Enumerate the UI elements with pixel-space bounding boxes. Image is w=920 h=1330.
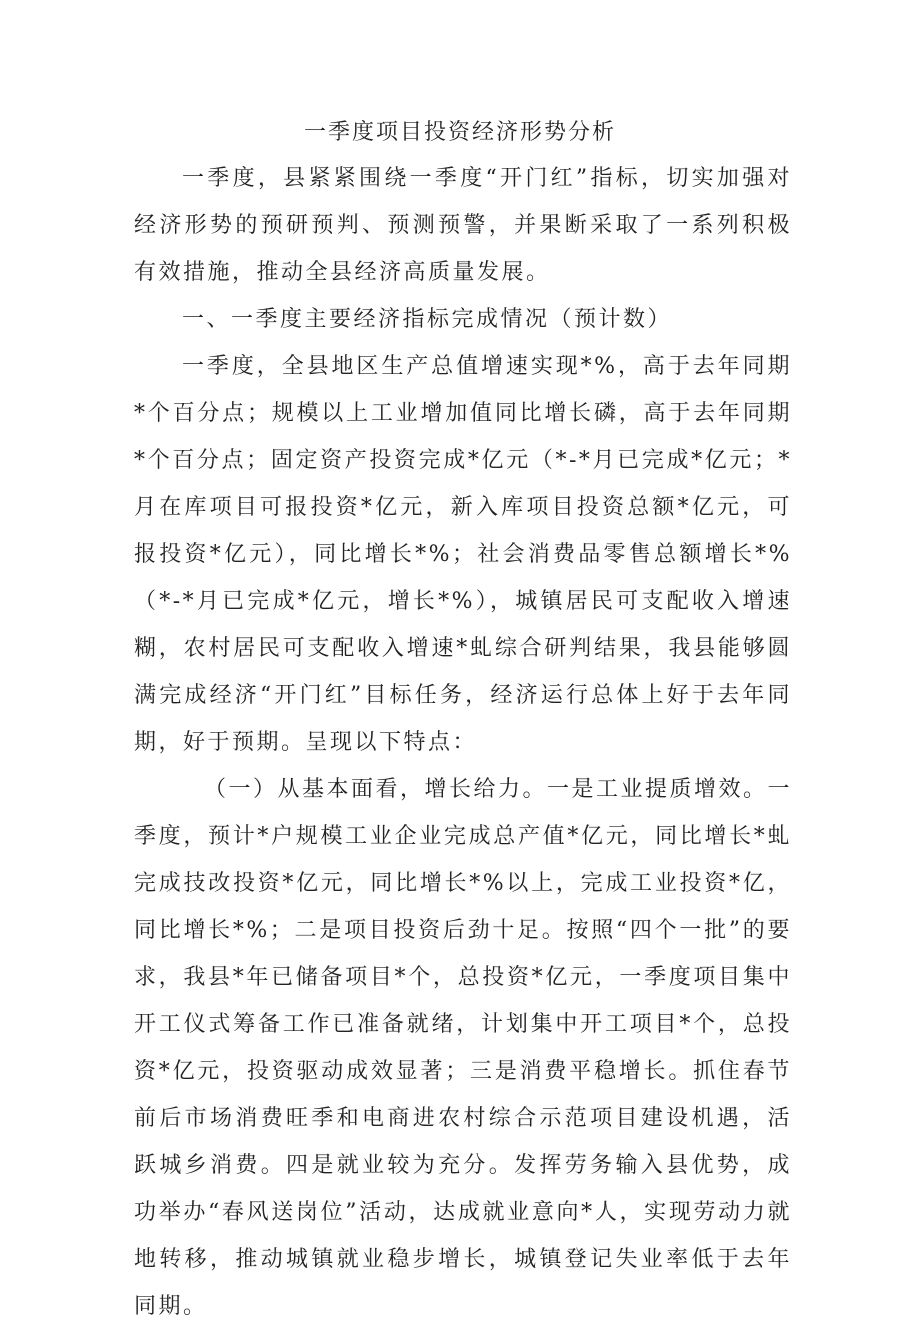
- section-heading-1: 一、一季度主要经济指标完成情况（预计数）: [182, 307, 673, 332]
- paragraph-intro: 一季度，县紧紧围绕一季度“开门红”指标，切实加强对经济形势的预研预判、预测预警，并果断采取了一系列积极有效措施，推动全县经济高质量发展。: [134, 166, 792, 285]
- paragraph-subsection-1: （一）从基本面看，增长给力。一是工业提质增效。一季度，预计*户规模工业企业完成总产值*亿元，同比增长*虬完成技改投资*亿元，同比增长*%以上，完成工业投资*亿，同比增长*%；二是项目投资后劲十足。按照“四个一批”的要求，我县*年已储备项目*个，总投资*亿元，一季度项目集中开工仪式筹备工作已准备就绪，计划集中开工项目*个，总投资*亿元，投资驱动成效显著；三是消费平稳增长。抓住春节前后市场消费旺季和电商进农村综合示范项目建设机遇，活跃城乡消费。四是就业较为充分。发挥劳务输入县优势，成功举办“春风送岗位”活动，达成就业意向*人，实现劳动力就地转移，推动城镇就业稳步增长，城镇登记失业率低于去年同期。: [134, 777, 793, 1319]
- document-body: [134, 155, 792, 1330]
- document-title: 一季度项目投资经济形势分析: [303, 120, 616, 145]
- paragraph-indicators: 一季度，全县地区生产总值增速实现*%，高于去年同期*个百分点；规模以上工业增加值同比增长磷，高于去年同期*个百分点；固定资产投资完成*亿元（*-*月已完成*亿元；*月在库项目可报投资*亿元，新入库项目投资总额*亿元，可报投资*亿元），同比增长*%；社会消费品零售总额增长*%（*-*月已完成*亿元，增长*%），城镇居民可支配收入增速糊，农村居民可支配收入增速*虬综合研判结果，我县能够圆满完成经济“开门红”目标任务，经济运行总体上好于去年同期，好于预期。呈现以下特点：: [134, 354, 792, 755]
